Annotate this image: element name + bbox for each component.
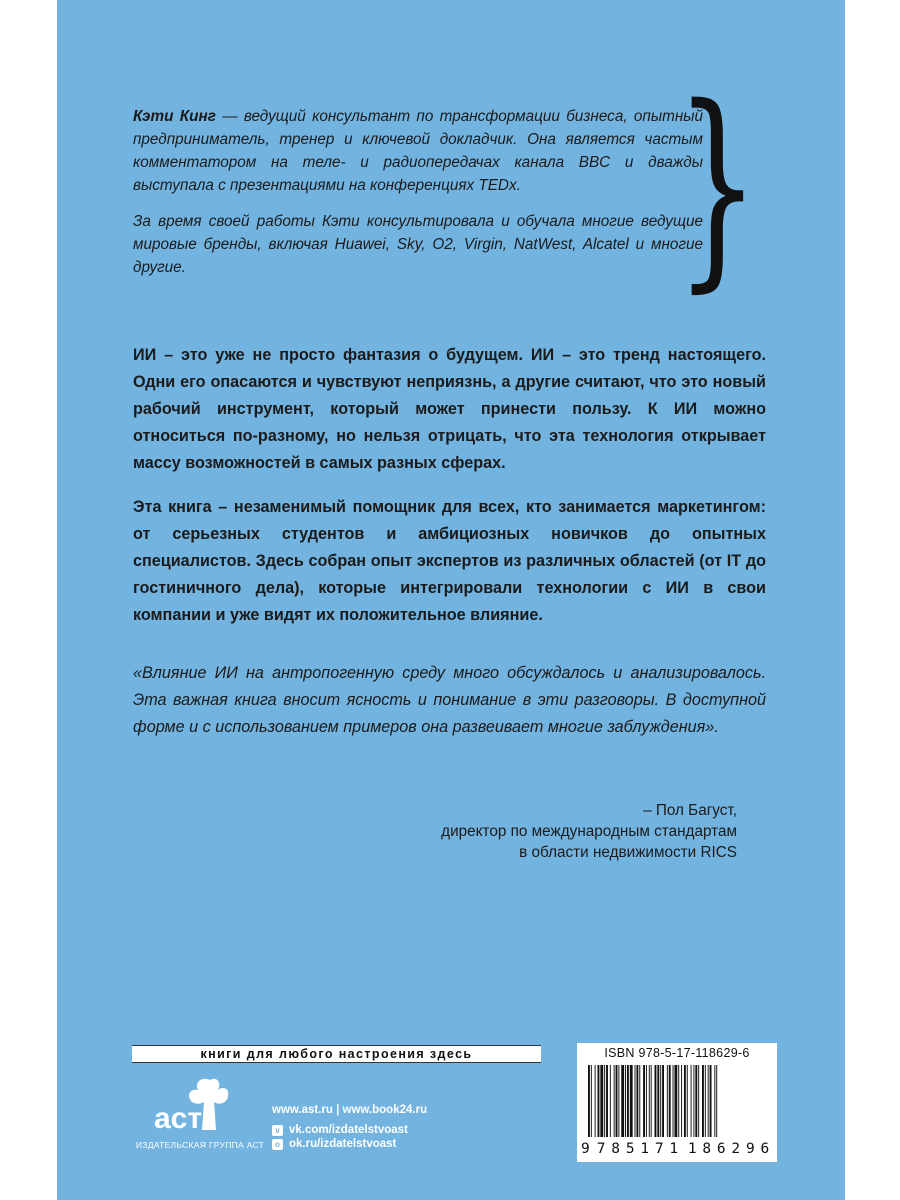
barcode-bar (595, 1065, 596, 1137)
ok-icon (272, 1139, 283, 1150)
barcode-bar (630, 1065, 633, 1137)
ok-link: ok.ru/izdatelstvoast (289, 1138, 397, 1150)
barcode-digit: 7 (596, 1141, 606, 1157)
websites-row (272, 1100, 427, 1120)
publisher-name: ИЗДАТЕЛЬСКАЯ ГРУППА АСТ (135, 1140, 265, 1150)
description-paragraph-1: ИИ – это уже не просто фантазия о будущем. ИИ – это тренд настоящего. Одни его опасаются и чувствуют неприязнь, а другие считают, что это новый рабочий инструмент, который может принести пользу. К ИИ можно относиться по-разному, но нельзя отрицать, что эта технология открывает массу возможностей в самых разных сферах. (133, 346, 766, 472)
barcode (582, 1065, 772, 1137)
barcode-bar (627, 1065, 629, 1137)
barcode-bar (662, 1065, 664, 1137)
barcode-bar (714, 1065, 715, 1137)
barcode-bar (681, 1065, 682, 1137)
barcode-bar (673, 1065, 674, 1137)
review-quote: «Влияние ИИ на антропогенную среду много обсуждалось и анализировалось. Эта важная книга вносит ясность и понимание в эти разговоры. В доступной форме и с использованием примеров она развеивает многие заблуждения». (133, 664, 766, 736)
barcode-bar (600, 1065, 603, 1137)
barcode-bar (625, 1065, 626, 1137)
barcode-bar (606, 1065, 608, 1137)
barcode-bar (643, 1065, 645, 1137)
barcode-bar (716, 1065, 717, 1137)
barcode-bar (678, 1065, 679, 1137)
barcode-bar (636, 1065, 638, 1137)
isbn-number: ISBN 978-5-17-118629-6 (604, 1046, 750, 1060)
publisher-links (272, 1100, 427, 1154)
book-description (133, 342, 766, 646)
author-bio-text: — ведущий консультант по трансформации бизнеса, опытный предприниматель, тренер и ключевой докладчик. Она является частым комментатором на теле- и радиопередачах канала BBC и дважды выступала с презентациями на конференциях TEDx. (133, 108, 704, 194)
barcode-digit: 8 (611, 1141, 621, 1157)
barcode-digit: 6 (760, 1141, 770, 1157)
vk-link: vk.com/izdatelstvoast (289, 1124, 408, 1136)
curly-brace-icon: } (675, 60, 760, 311)
author-bio-block (133, 105, 703, 292)
barcode-bar (621, 1065, 624, 1137)
barcode-bar (614, 1065, 615, 1137)
barcode-digit: 9 (745, 1141, 755, 1157)
barcode-digits (581, 1141, 775, 1157)
barcode-bar (710, 1065, 712, 1137)
quote-author-title-2: в области недвижимости RICS (519, 844, 737, 861)
barcode-bar (610, 1065, 611, 1137)
barcode-bar (698, 1065, 699, 1137)
quote-author-title-1: директор по международным стандартам (441, 823, 737, 840)
quote-author: – Пол Багуст, (643, 802, 737, 819)
barcode-digit: 6 (716, 1141, 726, 1157)
barcode-digit: 1 (687, 1141, 697, 1157)
barcode-bar (655, 1065, 657, 1137)
author-name: Кэти Кинг (133, 108, 216, 125)
barcode-digit: 8 (702, 1141, 712, 1157)
author-clients: За время своей работы Кэти консультировала и обучала многие ведущие мировые бренды, включая Huawei, Sky, O2, Virgin, NatWest, Alcatel и многие другие. (133, 213, 703, 276)
barcode-digit: 9 (581, 1141, 590, 1157)
barcode-bar (693, 1065, 694, 1137)
barcode-bar (635, 1065, 636, 1137)
logo-text: аст (154, 1102, 203, 1135)
barcode-bar (646, 1065, 647, 1137)
tagline-bar: книги для любого настроения здесь (132, 1045, 541, 1063)
barcode-bar (695, 1065, 697, 1137)
barcode-bar (667, 1065, 668, 1137)
quote-attribution (257, 800, 737, 863)
barcode-bar (657, 1065, 659, 1137)
barcode-bar (651, 1065, 652, 1137)
barcode-bar (708, 1065, 709, 1137)
barcode-bar (588, 1065, 590, 1137)
barcode-bar (684, 1065, 686, 1137)
barcode-digit: 5 (625, 1141, 635, 1157)
back-cover (57, 0, 845, 1200)
barcode-digit: 2 (731, 1141, 741, 1157)
barcode-bar (691, 1065, 692, 1137)
isbn-box (577, 1043, 777, 1162)
barcode-bar (705, 1065, 706, 1137)
barcode-bar (702, 1065, 704, 1137)
description-paragraph-2: Эта книга – незаменимый помощник для всех, кто занимается маркетингом: от серьезных студентов и амбициозных новичков до опытных специалистов. Здесь собран опыт экспертов из различных областей (от IT до гостиничного дела), которые интегрировали технологии с ИИ в свои компании и уже видят их положительное влияние. (133, 498, 766, 624)
barcode-digit: 7 (654, 1141, 664, 1157)
barcode-bar (649, 1065, 650, 1137)
barcode-bar (669, 1065, 671, 1137)
barcode-bar (591, 1065, 592, 1137)
barcode-bar (639, 1065, 640, 1137)
barcode-bar (598, 1065, 600, 1137)
barcode-bar (660, 1065, 661, 1137)
vk-icon (272, 1125, 283, 1136)
websites-text: www.ast.ru | www.book24.ru (272, 1104, 428, 1116)
barcode-bar (674, 1065, 677, 1137)
author-bio (133, 105, 703, 197)
barcode-digit: 1 (669, 1141, 679, 1157)
barcode-bar (616, 1065, 618, 1137)
barcode-digit: 1 (640, 1141, 650, 1157)
barcode-bar (687, 1065, 688, 1137)
barcode-bar (618, 1065, 619, 1137)
barcode-bar (604, 1065, 605, 1137)
